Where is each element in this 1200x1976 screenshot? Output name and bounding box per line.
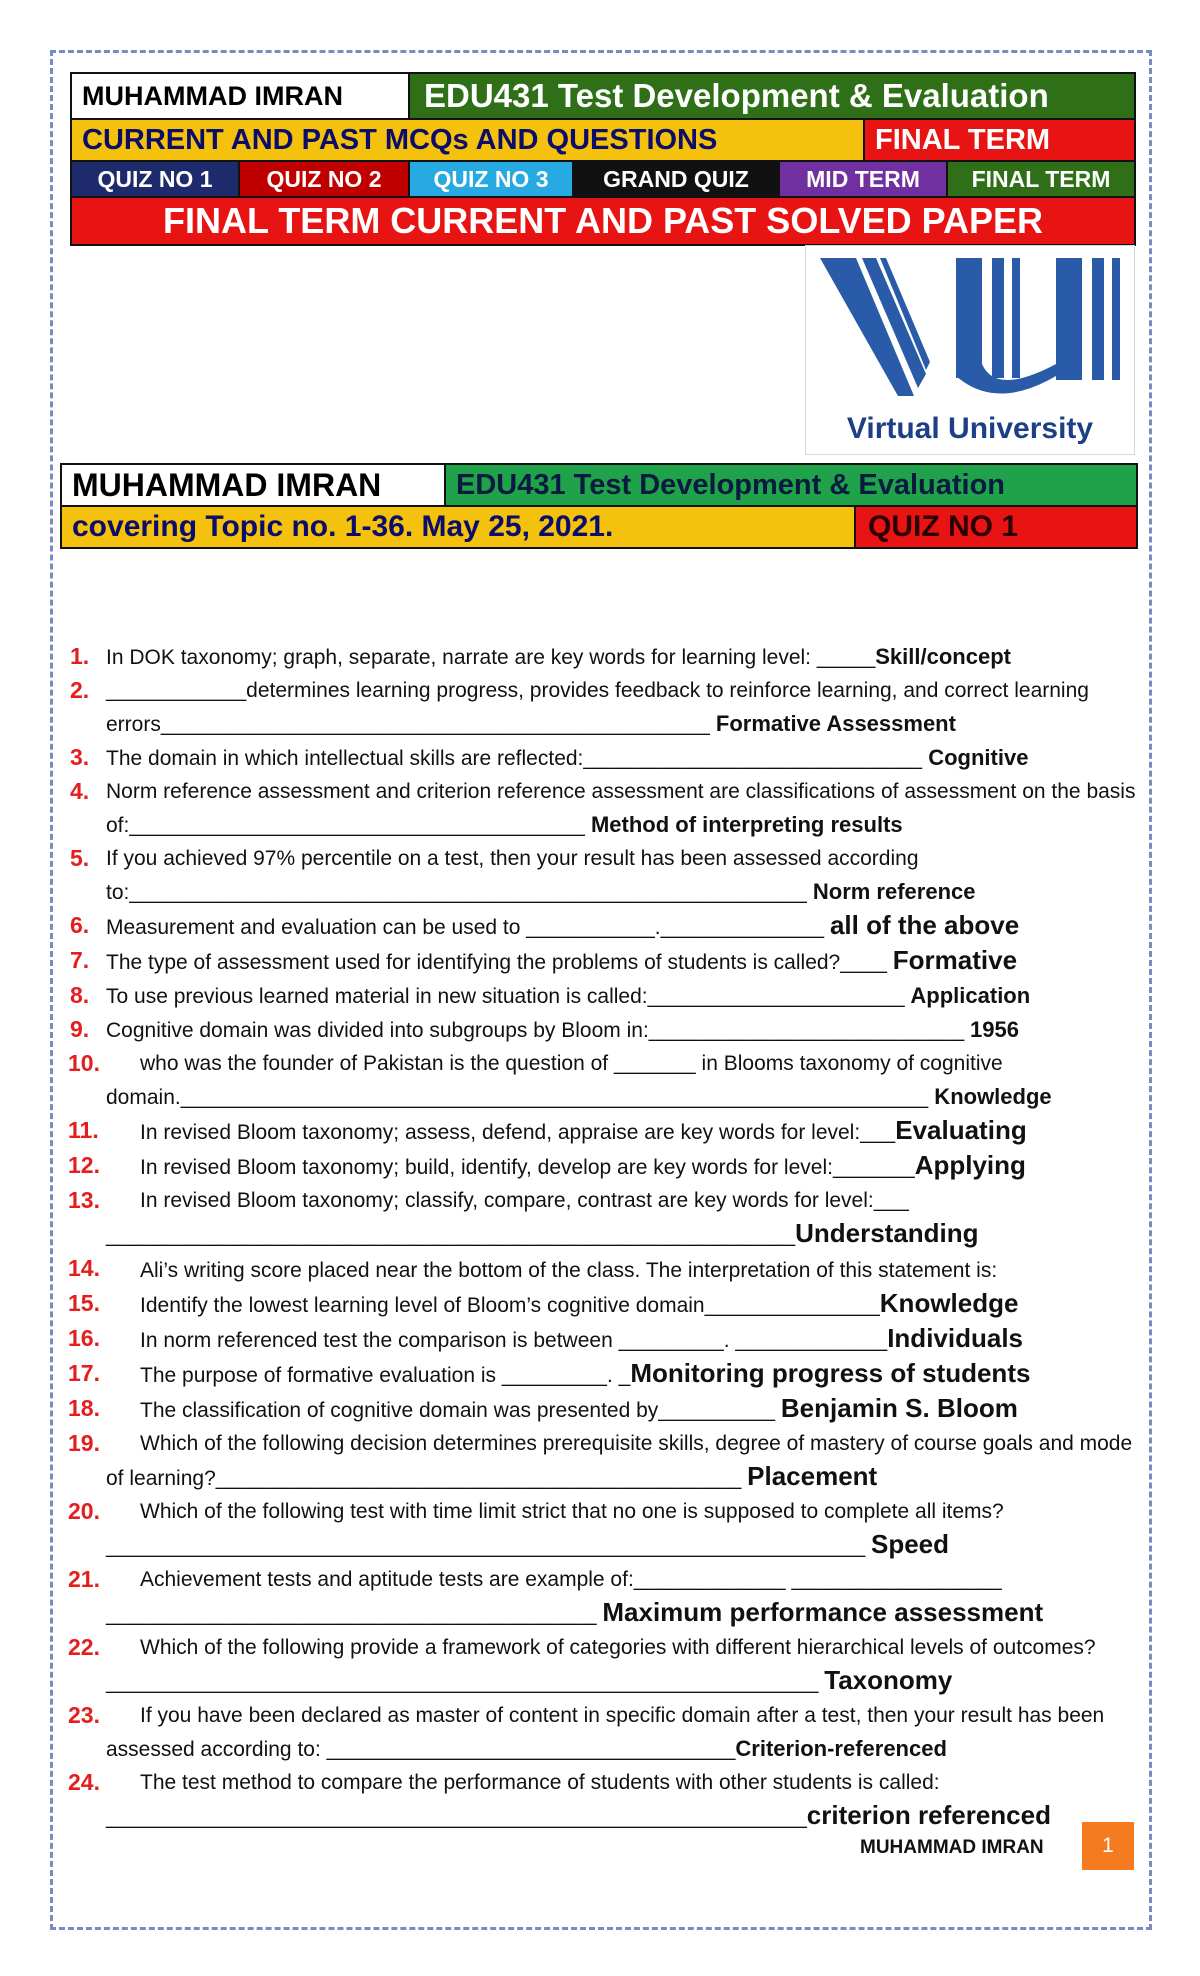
- list-item: [62, 1114, 1142, 1149]
- question-text: The test method to compare the performance of students with other students is called: ____________________________________________________________: [106, 1771, 940, 1829]
- list-item: [62, 674, 1142, 741]
- question-number: 19.: [68, 1430, 100, 1456]
- tab-mid-term[interactable]: MID TERM: [780, 162, 948, 196]
- author-name: MUHAMMAD IMRAN: [72, 74, 410, 118]
- question-number: 12.: [68, 1152, 100, 1178]
- list-item: [62, 842, 1142, 909]
- list-item: [62, 1013, 1142, 1047]
- question-number: 7.: [70, 947, 90, 973]
- answer-text: Maximum performance assessment: [602, 1597, 1044, 1627]
- answer-text: 1956: [969, 1017, 1019, 1042]
- question-number: 20.: [68, 1498, 100, 1524]
- logo-caption: Virtual University: [846, 412, 1094, 445]
- list-item: [62, 1287, 1142, 1322]
- question-number: 9.: [70, 1016, 90, 1042]
- quiz-tabs-row: [72, 160, 1134, 196]
- mcqs-title: CURRENT AND PAST MCQs AND QUESTIONS: [72, 120, 865, 160]
- answer-text: Monitoring progress of students: [630, 1358, 1031, 1388]
- footer-author: MUHAMMAD IMRAN: [860, 1837, 1044, 1858]
- answer-text: Individuals: [887, 1323, 1024, 1353]
- quiz-header-table: [60, 463, 1138, 549]
- answer-text: Skill/concept: [875, 644, 1011, 669]
- question-number: 8.: [70, 982, 90, 1008]
- question-number: 14.: [68, 1255, 100, 1281]
- question-number: 4.: [70, 778, 90, 804]
- question-text: In revised Bloom taxonomy; assess, defend, appraise are key words for level:___: [140, 1121, 896, 1144]
- list-item: [62, 979, 1142, 1013]
- question-text: who was the founder of Pakistan is the question of _______ in Blooms taxonomy of cognitive domain.________________________________________________________________: [106, 1052, 1003, 1109]
- question-number: 18.: [68, 1395, 100, 1421]
- list-item: [62, 944, 1142, 979]
- list-item: [62, 1766, 1142, 1834]
- tab-quiz-1[interactable]: QUIZ NO 1: [72, 162, 240, 196]
- question-number: 24.: [68, 1769, 100, 1795]
- list-item: [62, 1047, 1142, 1114]
- answer-text: Cognitive: [922, 745, 1029, 770]
- question-number: 21.: [68, 1566, 100, 1592]
- quiz-header-row-2: [62, 505, 1136, 547]
- answer-text: criterion referenced: [806, 1800, 1051, 1830]
- answer-text: Method of interpreting results: [584, 812, 903, 837]
- question-text: In DOK taxonomy; graph, separate, narrate are key words for learning level: _____: [106, 646, 876, 669]
- answer-text: Knowledge: [928, 1084, 1052, 1109]
- question-text: If you have been declared as master of content in specific domain after a test, then your result has been assessed according to: ___________________________________: [106, 1704, 1105, 1761]
- question-number: 6.: [70, 912, 90, 938]
- answer-text: Understanding: [795, 1218, 979, 1248]
- vu-logo-icon: [806, 246, 1134, 454]
- course-title: EDU431 Test Development & Evaluation: [410, 74, 1134, 118]
- virtual-university-logo: [805, 245, 1135, 455]
- list-item: [62, 1631, 1142, 1699]
- question-text: The domain in which intellectual skills are reflected:_____________________________: [106, 747, 923, 770]
- answer-text: Taxonomy: [824, 1665, 953, 1695]
- question-number: 11.: [68, 1117, 99, 1143]
- sub-course-title: EDU431 Test Development & Evaluation: [446, 465, 1136, 505]
- list-item: [62, 1252, 1142, 1287]
- question-text: Which of the following test with time limit strict that no one is supposed to complete all items?_________________________________________________________________: [106, 1500, 1004, 1558]
- quiz-header-row-1: [62, 465, 1136, 505]
- page-number: 1: [1082, 1822, 1134, 1870]
- question-text: Ali’s writing score placed near the bottom of the class. The interpretation of this statement is:: [140, 1259, 998, 1282]
- question-number: 23.: [68, 1702, 100, 1728]
- list-item: [62, 909, 1142, 944]
- solved-paper-banner: FINAL TERM CURRENT AND PAST SOLVED PAPER: [72, 198, 1134, 244]
- header-row-2: [72, 118, 1134, 160]
- question-text: The purpose of formative evaluation is _________. _: [140, 1364, 631, 1387]
- final-term-label: FINAL TERM: [865, 120, 1134, 160]
- list-item: [62, 1322, 1142, 1357]
- question-number: 3.: [70, 744, 90, 770]
- answer-text: Application: [910, 983, 1031, 1008]
- answer-text: Norm reference: [806, 879, 976, 904]
- header-row-1: [72, 74, 1134, 118]
- answer-text: Formative: [892, 945, 1018, 975]
- quiz-number: QUIZ NO 1: [856, 507, 1136, 547]
- question-number: 5.: [70, 845, 90, 871]
- question-text: If you achieved 97% percentile on a test, then your result has been assessed according to:__________________________________________________________: [106, 847, 919, 904]
- question-text: Identify the lowest learning level of Bloom’s cognitive domain_______________: [140, 1294, 880, 1317]
- answer-text: Knowledge: [879, 1288, 1019, 1318]
- header-row-4: [72, 196, 1134, 244]
- question-text: In revised Bloom taxonomy; classify, compare, contrast are key words for level:___ ___________________________________________________________: [106, 1189, 909, 1247]
- sub-author-name: MUHAMMAD IMRAN: [62, 465, 446, 505]
- question-number: 22.: [68, 1634, 100, 1660]
- tab-quiz-2[interactable]: QUIZ NO 2: [240, 162, 410, 196]
- question-text: In revised Bloom taxonomy; build, identify, develop are key words for level:_______: [140, 1156, 915, 1179]
- question-text: Cognitive domain was divided into subgroups by Bloom in:___________________________: [106, 1019, 970, 1042]
- tab-quiz-3[interactable]: QUIZ NO 3: [410, 162, 574, 196]
- answer-text: all of the above: [829, 910, 1020, 940]
- list-item: [62, 1184, 1142, 1252]
- answer-text: Criterion-referenced: [735, 1736, 947, 1761]
- answer-text: Placement: [747, 1461, 878, 1491]
- list-item: [62, 741, 1142, 775]
- question-text: Achievement tests and aptitude tests are example of:_____________ __________________ __________________________________________: [106, 1568, 1002, 1626]
- answer-text: Benjamin S. Bloom: [780, 1393, 1018, 1423]
- question-number: 2.: [70, 677, 90, 703]
- tab-final-term[interactable]: FINAL TERM: [948, 162, 1134, 196]
- list-item: [62, 1357, 1142, 1392]
- list-item: [62, 775, 1142, 842]
- list-item: [62, 1699, 1142, 1766]
- answer-text: Formative Assessment: [709, 711, 956, 736]
- list-item: [62, 1149, 1142, 1184]
- question-text: Which of the following decision determines prerequisite skills, degree of mastery of course goals and mode of learning?_____________________________________________: [106, 1432, 1133, 1490]
- question-list: [62, 640, 1142, 1834]
- question-text: Norm reference assessment and criterion reference assessment are classifications of assessment on the basis of:_______________________________________: [106, 780, 1136, 837]
- top-header-table: [70, 72, 1136, 246]
- answer-text: Applying: [914, 1150, 1026, 1180]
- question-number: 16.: [68, 1325, 100, 1351]
- list-item: [62, 1427, 1142, 1495]
- question-text: The type of assessment used for identifying the problems of students is called?____: [106, 951, 893, 974]
- answer-text: Evaluating: [895, 1115, 1027, 1145]
- tab-grand-quiz[interactable]: GRAND QUIZ: [574, 162, 780, 196]
- question-text: The classification of cognitive domain was presented by__________: [140, 1399, 781, 1422]
- list-item: [62, 1495, 1142, 1563]
- question-number: 10.: [68, 1050, 100, 1076]
- question-text: In norm referenced test the comparison is between _________. _____________: [140, 1329, 888, 1352]
- question-number: 13.: [68, 1187, 100, 1213]
- topic-coverage: covering Topic no. 1-36. May 25, 2021.: [62, 507, 856, 547]
- question-text: ____________determines learning progress, provides feedback to reinforce learning, and correct learning errors_______________________________________________: [106, 679, 1089, 736]
- answer-text: Speed: [870, 1529, 950, 1559]
- list-item: [62, 1392, 1142, 1427]
- question-number: 17.: [68, 1360, 100, 1386]
- question-number: 15.: [68, 1290, 100, 1316]
- list-item: [62, 640, 1142, 674]
- question-text: Measurement and evaluation can be used to ___________.______________: [106, 916, 830, 939]
- list-item: [62, 1563, 1142, 1631]
- question-text: To use previous learned material in new situation is called:______________________: [106, 985, 911, 1008]
- question-text: Which of the following provide a framework of categories with different hierarchical levels of outcomes?_____________________________________________________________: [106, 1636, 1096, 1694]
- question-number: 1.: [70, 643, 90, 669]
